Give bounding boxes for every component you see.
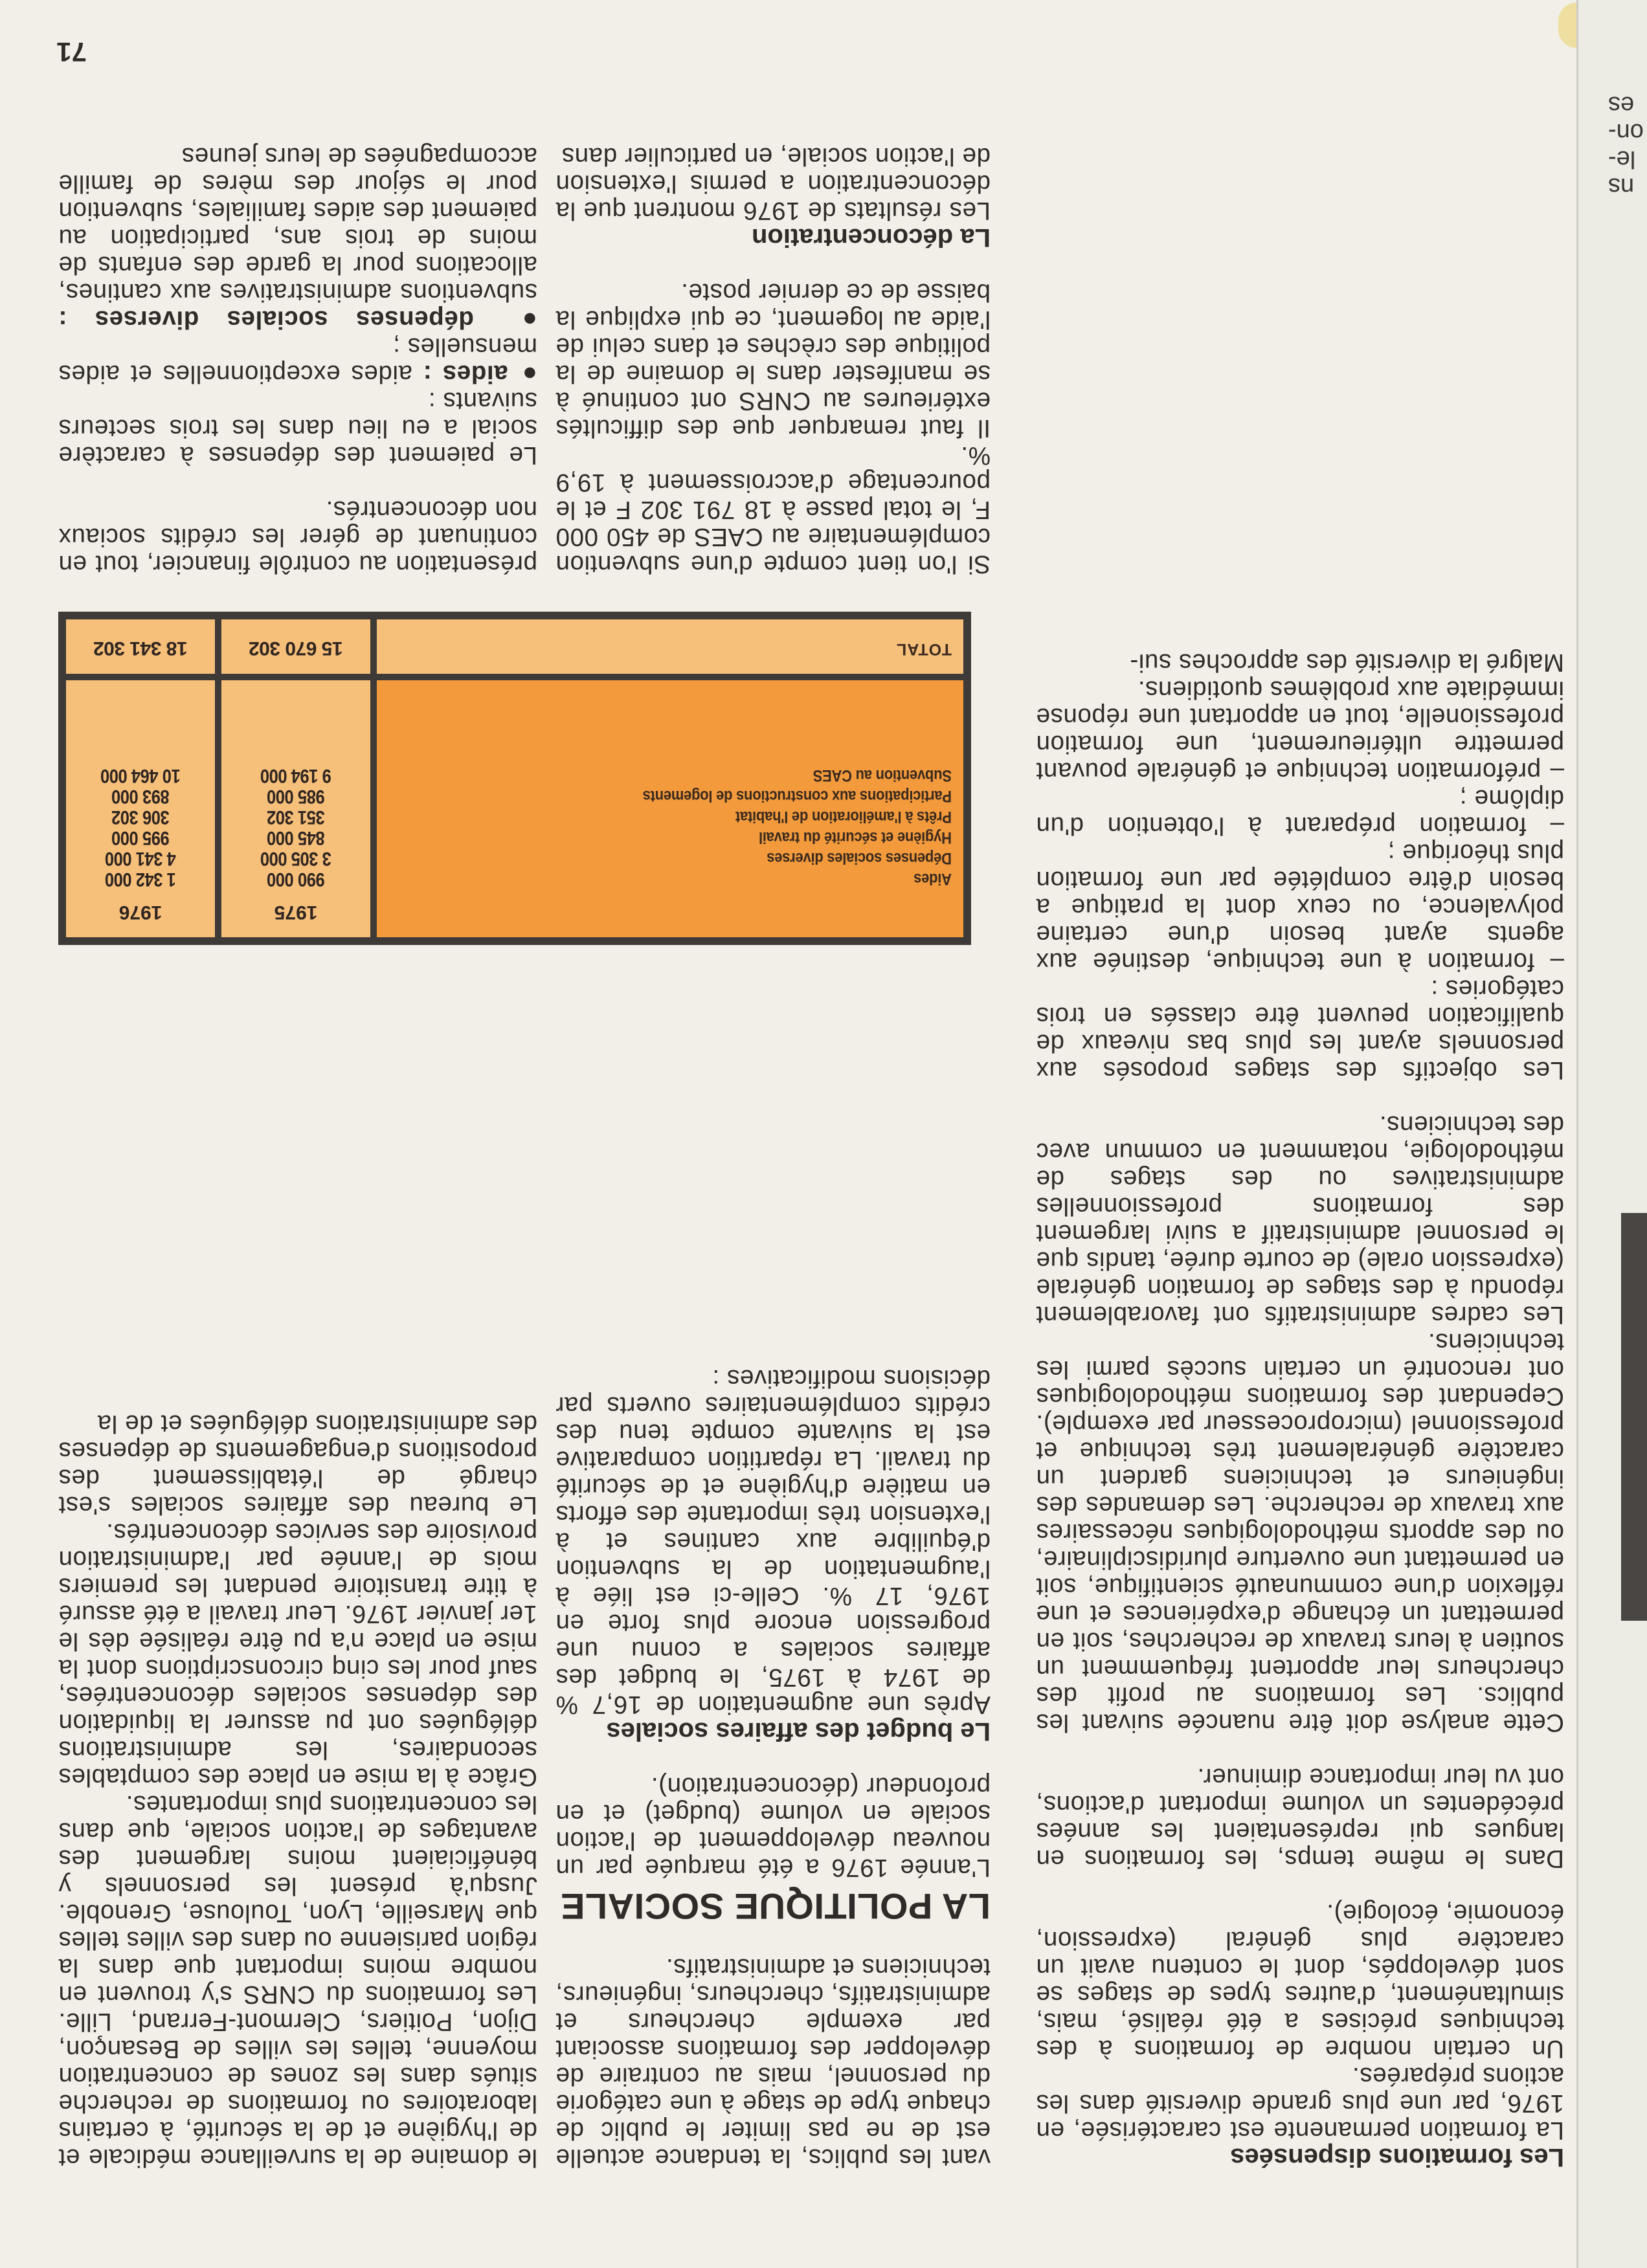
cell-value: 4 341 000 [105, 848, 176, 869]
list-item: – formation à une technique, destinée aux agents ayant besoin d'une certaine polyvalence, ou ceux dont la pratique a besoin d'être complétée par une formation plus théorique ; [1036, 839, 1564, 975]
paragraph: Les objectifs des stages proposés aux personnels ayant les plus bas niveaux de qualification peuvent être classés en trois catégories : [1036, 975, 1564, 1084]
paper-stain [1558, 3, 1576, 48]
budget-comparison-table [58, 612, 971, 945]
page-number: 71 [56, 37, 87, 67]
row-label: Hygiène et sécurité du travail [759, 828, 952, 847]
bullet-label: aides : [423, 360, 508, 388]
cell-value: 9 194 000 [260, 765, 331, 786]
cell-value: 893 000 [111, 786, 170, 807]
total-value: 15 670 302 [249, 638, 343, 659]
adjacent-page-text-fragments [1608, 91, 1647, 200]
section-tab-marker [1621, 1213, 1647, 1621]
paragraph: L'année 1976 a été marquée par un nouveau développement de l'action sociale en volume (budget) et en profondeur (déconcentration). [555, 1772, 991, 1882]
column-1975 [221, 680, 370, 937]
fragment: ns [1608, 173, 1635, 200]
paragraph: Le bureau des affaires sociales s'est chargé de l'établissement des propositions d'engagements de dépenses des administrations déléguées et de la [58, 1410, 537, 1519]
paragraph: Dans le même temps, les formations en langues qui représentaient les années précédentes un volume important d'actions, ont vu leur importance diminuer. [1036, 1763, 1564, 1873]
cell-value: 10 464 000 [100, 765, 181, 786]
paragraph: Grâce à la mise en place des comptables secondaires, les administrations déléguées ont pu assurer la liquidation des dépenses sociales déconcentrées, sauf pour les cinq circonscriptions dont la mise en place n'a pu être réalisée dès le 1er janvier 1976. Leur travail a été assuré à titre transitoire pendant les premiers mois de l'année par l'administration provisoire des services déconcentrés. [58, 1518, 537, 1791]
list-item: – formation préparant à l'obtention d'un diplôme ; [1036, 784, 1564, 839]
total-1976 [66, 619, 215, 674]
paragraph: Un certain nombre de formations à des techniques précises a été réalisé, mais, simultanément, d'autres types de stages se sont développés, dont le contenu avait un caractère plus général (expression, économie, écologie). [1036, 1899, 1564, 2063]
paragraph: Si l'on tient compte d'une subvention complémentaire au CAES de 450 000 F, le total passe à 18 791 302 F et le pourcentage d'accroissement à 19,9 %. [555, 441, 991, 578]
cell-value: 351 302 [267, 806, 325, 828]
binding-fold [1576, 0, 1578, 2268]
adjacent-page-edge [1578, 0, 1647, 2268]
cell-value: 985 000 [267, 786, 325, 807]
column-deconcentration [58, 1410, 537, 2171]
table-row-labels [377, 680, 963, 937]
cell-value: 990 000 [267, 869, 325, 890]
year-header: 1975 [274, 902, 318, 923]
bullet-aides: ● aides : aides exceptionnelles et aides mensuelles ; [58, 333, 537, 388]
heading-formations-dispensees: Les formations dispensées [1230, 2143, 1564, 2172]
fragment: le- [1608, 146, 1636, 173]
row-label: Subvention au CAES [812, 766, 952, 784]
column-politique-sociale-continued [555, 142, 991, 577]
fragment: on- [1608, 118, 1644, 146]
cell-value: 306 302 [111, 806, 170, 828]
bullet-depenses-sociales: ● dépenses sociales diverses : subventions administratives aux cantines, allocations pour la garde des enfants de moins de trois ans, participation au paiement des aides familiales, subvention pour le séjour des mères de famille accompagnées de leurs jeunes [58, 142, 537, 333]
cell-value: 845 000 [267, 827, 325, 849]
row-label: Dépenses sociales diverses [767, 849, 952, 867]
paragraph: Malgré la diversité des approches sui- [1129, 649, 1564, 676]
bullet-text: subventions administratives aux cantines, allocations pour la garde des enfants de moins de trois ans, participation au paiement des aides familiales, subvention pour le séjour des mères de famille accompagnées de leurs jeunes [58, 142, 537, 306]
paragraph: le domaine de la surveillance médicale et de l'hygiène et de la sécurité, à certains laboratoires ou formations de recherche situés dans les zones de concentration moyenne, telles les villes de Besançon, Dijon, Poitiers, Clermont-Ferrand, Lille. Les formations du CNRS s'y trouvent en nombre moins important que dans la région parisienne ou dans des villes telles que Marseille, Lyon, Toulouse, Grenoble. Jusqu'à présent les personnels y bénéficiaient moins largement des avantages de l'action sociale, que dans les concentrations plus importantes. [58, 1790, 537, 2172]
total-label: TOTAL [895, 640, 952, 658]
list-item: – préformation technique et générale pouvant permettre ultérieurement, une formation professionelle, tout en apportant une réponse immédiate aux problèmes quotidiens. [1036, 676, 1564, 785]
paragraph: Les résultats de 1976 montrent que la déconcentration a permis l'extension de l'action sociale, en particulier dans [555, 142, 991, 225]
subheading-budget: Le budget des affaires sociales [606, 1717, 991, 1746]
paragraph: Après une augmentation de 16,7 % de 1974 à 1975, le budget des affaires sociales a connu une progression encore plus forte en 1976, 17 %. Celle-ci est liée à l'augmentation de la subvention d'équilibre aux cantines et à l'extension très importante des efforts en matière d'hygiène et de sécurité du travail. La répartition comparative est la suivante compte tenu des crédits complémentaires ouverts par décisions modificatives : [555, 1364, 991, 1718]
column-politique-sociale [555, 1364, 991, 2171]
column-formations [1036, 649, 1564, 2171]
paragraph: La formation permanente est caractérisée, en 1976, par une plus grande diversité dans les actions préparées. [1036, 2062, 1564, 2144]
paragraph: Les cadres administratifs ont favorablement répondu à des stages de formation générale (expression orale) de courte durée, tandis que le personnel administratif a suivi largement des formations professionnelles administratives ou des stages de méthodologie, notamment en commun avec des techniciens. [1036, 1111, 1564, 1329]
cell-value: 3 305 000 [260, 848, 331, 869]
bullet-text: aides exceptionnelles et aides mensuelles ; [58, 333, 537, 388]
paragraph: présentation au contrôle financier, tout en continuant de gérer les crédits sociaux non déconcentrés. [58, 496, 537, 578]
fragment: es [1608, 91, 1635, 118]
column-1976 [66, 680, 215, 937]
total-label-cell [377, 619, 963, 674]
cell-value: 995 000 [111, 827, 170, 849]
row-label: Prêts à l'amélioration de l'habitat [735, 808, 952, 826]
paragraph: Cette analyse doit être nuancée suivant les publics. Les formations au profit des chercheurs leur apportent fréquemment un soutien à leurs travaux de recherches, soit en permettant un échange d'expériences et une réflexion d'une communauté scientifique, soit en permettant une ouverture pluridisciplinaire, ou des apports méthodologiques nécessaires aux travaux de recherche. Les demandes des ingénieurs et techniciens gardent un caractère généralement très technique et professionnel (microprocesseur par exemple). Cependant des formations méthodologiques ont rencontré un certain succès parmi les techniciens. [1036, 1328, 1564, 1737]
paragraph: Il faut remarquer que des difficultés extérieures au CNRS ont continué à se manifester dans le domaine de la politique des crèches et dans celui de l'aide au logement, ce qui explique la baisse de ce dernier poste. [555, 278, 991, 442]
bullet-label: dépenses sociales diverses : [58, 306, 474, 333]
total-1975 [221, 619, 370, 674]
row-label: Aides [913, 870, 952, 888]
paragraph: Le paiement des dépenses à caractère social a eu lieu dans les trois secteurs suivants : [58, 387, 537, 469]
column-deconcentration-continued [58, 142, 537, 577]
paragraph: vant les publics, la tendance actuelle est de ne pas limiter le public de chaque type de stage à une catégorie du personnel, mais au contraire de développer des formations associant par exemple chercheurs et administratifs, chercheurs, ingénieurs, techniciens et administratifs. [555, 1953, 991, 2172]
section-title: LA POLITIQUE SOCIALE [560, 1886, 991, 1927]
total-value: 18 341 302 [93, 638, 188, 659]
year-header: 1976 [118, 902, 162, 923]
subheading-deconcentration: La déconcentration [752, 223, 991, 252]
row-label: Participations aux constructions de logements [642, 787, 952, 805]
cell-value: 1 342 000 [105, 869, 176, 890]
